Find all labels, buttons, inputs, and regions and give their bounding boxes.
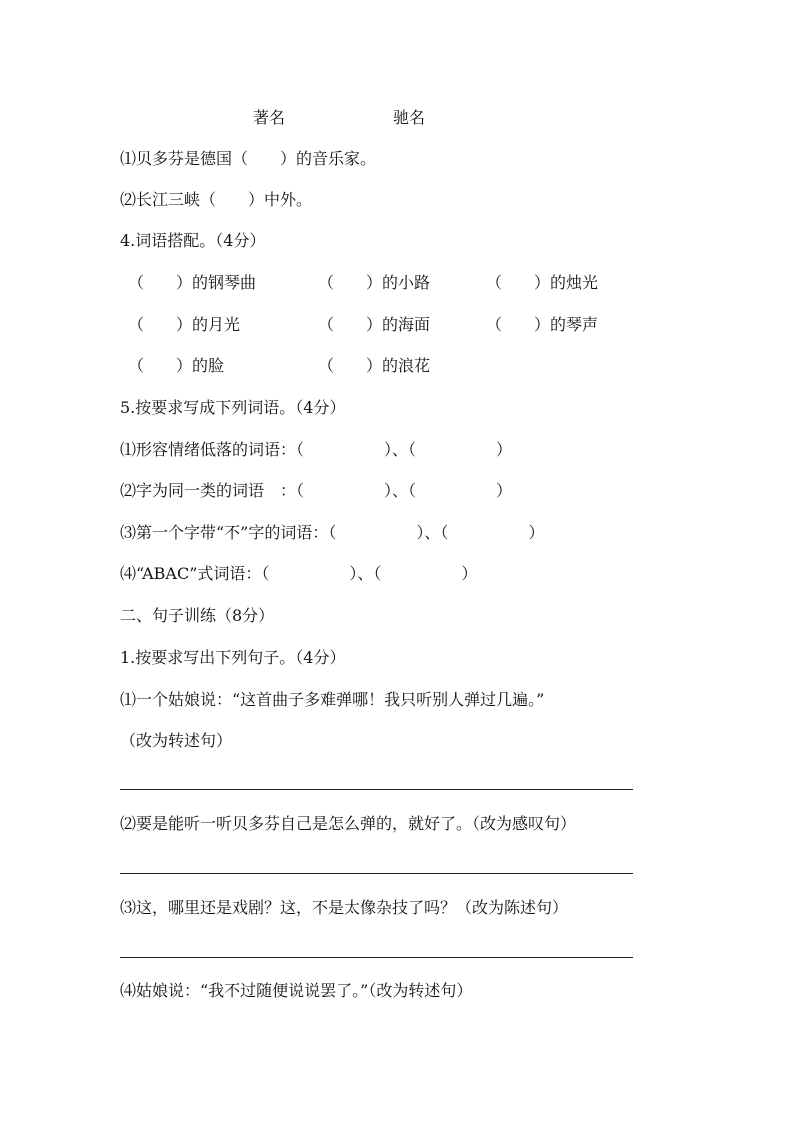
- q5-item-4: ⑷“ABAC”式词语：（ ）、（ ）: [120, 564, 478, 583]
- collocation-item: （ ）的烛光: [486, 273, 599, 292]
- collocation-item: （ ）的月光: [128, 315, 241, 334]
- collocation-item: （ ）的浪花: [318, 356, 431, 375]
- q4-title: 4.词语搭配。（4分）: [120, 231, 266, 250]
- word-choice-2: 驰名: [393, 108, 426, 127]
- answer-line-2[interactable]: [120, 873, 633, 874]
- q5-item-3: ⑶第一个字带“不”字的词语：（ ）、（ ）: [120, 523, 545, 542]
- collocation-item: （ ）的海面: [318, 315, 431, 334]
- collocation-item: （ ）的钢琴曲: [128, 273, 257, 292]
- section-2-title: 二、句子训练（8分）: [120, 606, 275, 625]
- sentence-item-3: ⑶这，哪里还是戏剧？这，不是太像杂技了吗？（改为陈述句）: [120, 898, 569, 917]
- collocation-item: （ ）的小路: [318, 273, 431, 292]
- q5-item-2: ⑵字为同一类的词语 ：（ ）、（ ）: [120, 481, 513, 500]
- collocation-item: （ ）的琴声: [486, 315, 599, 334]
- q5-item-1: ⑴形容情绪低落的词语：（ ）、（ ）: [120, 440, 513, 459]
- fill-item-1: ⑴贝多芬是德国（ ）的音乐家。: [120, 149, 377, 168]
- word-choice-1: 著名: [253, 108, 286, 127]
- fill-item-2: ⑵长江三峡（ ）中外。: [120, 190, 313, 209]
- sentence-item-4: ⑷姑娘说：“我不过随便说说罢了。”（改为转述句）: [120, 981, 473, 1000]
- sentence-item-1: ⑴一个姑娘说：“这首曲子多难弹哪！我只听别人弹过几遍。”: [120, 690, 545, 709]
- answer-line-1[interactable]: [120, 789, 633, 790]
- q5-title: 5.按要求写成下列词语。（4分）: [120, 398, 346, 417]
- collocation-item: （ ）的脸: [128, 356, 225, 375]
- sentence-item-1-instruction: （改为转述句）: [120, 731, 233, 750]
- sentence-item-2: ⑵要是能听一听贝多芬自己是怎么弹的，就好了。（改为感叹句）: [120, 814, 577, 833]
- answer-line-3[interactable]: [120, 957, 633, 958]
- s1-title: 1.按要求写出下列句子。（4分）: [120, 648, 346, 667]
